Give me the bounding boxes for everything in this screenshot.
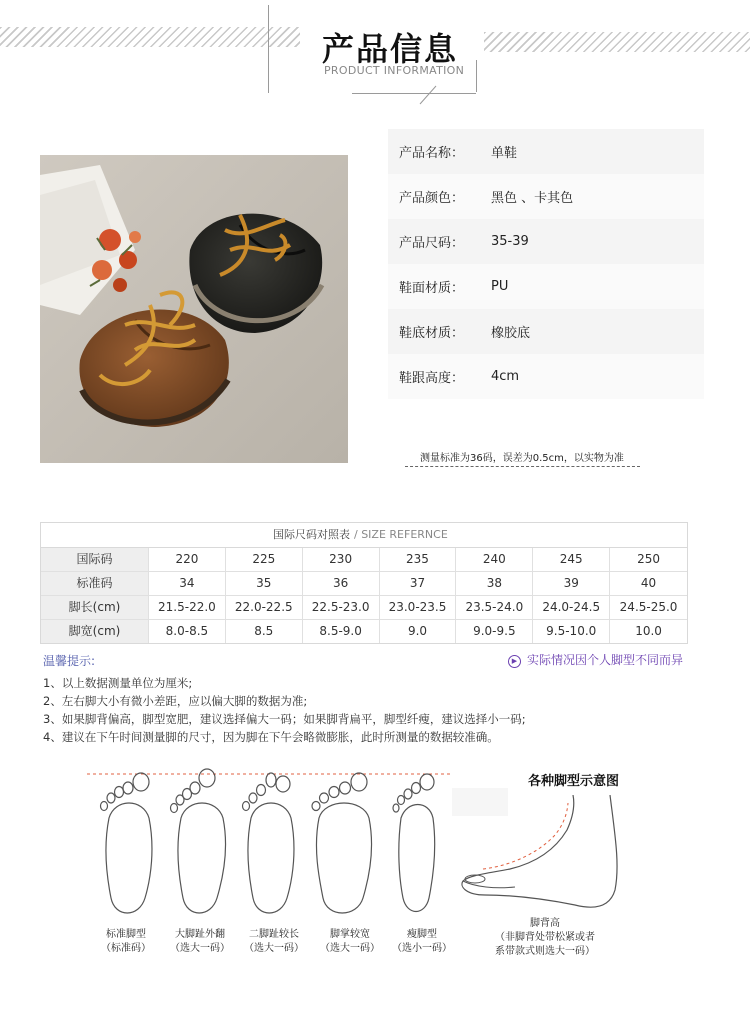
header-hline-bottom	[352, 93, 476, 94]
table-cell: 10.0	[635, 624, 662, 638]
foot-name: 脚掌较宽	[330, 929, 370, 940]
info-row-heel-height	[388, 354, 704, 399]
foot-bunion-icon	[171, 769, 226, 913]
tips-title: 温馨提示:	[43, 654, 96, 668]
table-cell: 21.5-22.0	[149, 596, 226, 620]
info-value: PU	[491, 279, 509, 294]
foot-long-second-toe-icon	[243, 773, 294, 913]
table-cell: 24.5-25.0	[610, 596, 687, 620]
table-cell: 37	[380, 572, 457, 596]
instep-title: 脚背高	[530, 918, 560, 929]
foot-advice: （选大一码）	[244, 943, 304, 954]
table-cell: 34	[149, 572, 226, 596]
table-cell: 35	[226, 572, 303, 596]
foot-label-slim	[382, 928, 462, 956]
foot-label-long-second-toe	[234, 928, 314, 956]
tips-note-text: 实际情况因个人脚型不同而异	[527, 653, 684, 667]
diagram-title: 各种脚型示意图	[528, 774, 620, 789]
table-cell: 8.0-8.5	[149, 620, 226, 643]
product-photo	[40, 155, 348, 463]
table-cell: 36	[303, 572, 380, 596]
size-chart-grid	[41, 548, 687, 643]
table-cell: 8.5	[226, 620, 303, 643]
table-cell: 235	[380, 548, 457, 572]
table-cell: 240	[456, 548, 533, 572]
info-label: 产品名称：	[399, 146, 465, 161]
foot-slim-icon	[393, 774, 435, 912]
tip-item: 1、以上数据测量单位为厘米;	[43, 676, 193, 690]
table-cell: 40	[610, 572, 687, 596]
table-cell: 9.0-9.5	[456, 620, 533, 643]
foot-advice: （选大一码）	[320, 943, 380, 954]
tip-item: 2、左右脚大小有微小差距，应以偏大脚的数据为准;	[43, 694, 308, 708]
info-row-sole-material	[388, 309, 704, 354]
size-chart-title: 国际尺码对照表	[273, 528, 350, 541]
foot-name: 大脚趾外翻	[175, 929, 225, 940]
instep-advice-1: （非脚背处带松紧或者	[495, 932, 595, 943]
play-circle-icon: ▶	[508, 655, 521, 668]
table-cell: 22.0-22.5	[226, 596, 303, 620]
header-slash	[418, 84, 438, 106]
info-label: 鞋跟高度：	[399, 371, 465, 386]
instep-label	[480, 917, 610, 959]
foot-advice: （选大一码）	[170, 943, 230, 954]
table-cell: 225	[226, 548, 303, 572]
header-hatch-right	[484, 32, 750, 52]
table-cell: 9.0	[380, 620, 457, 643]
foot-name: 二脚趾较长	[249, 929, 299, 940]
info-value: 4cm	[491, 369, 520, 384]
table-cell: 8.5-9.0	[303, 620, 380, 643]
table-cell: 9.5-10.0	[533, 620, 610, 643]
row-header: 脚长(cm)	[41, 596, 149, 620]
info-row-upper-material	[388, 264, 704, 309]
table-cell: 24.0-24.5	[533, 596, 610, 620]
header-vline-left	[268, 5, 269, 93]
foot-label-standard	[90, 928, 162, 956]
foot-advice: （标准码）	[101, 943, 151, 954]
header-vline-right	[476, 60, 477, 92]
note-underline	[405, 466, 640, 467]
table-cell: 23.5-24.0	[456, 596, 533, 620]
foot-name: 瘦脚型	[407, 929, 437, 940]
table-cell: 250	[610, 548, 687, 572]
header-hatch-left	[0, 27, 300, 47]
info-label: 鞋面材质：	[399, 281, 465, 296]
info-label: 产品尺码：	[399, 236, 465, 251]
info-label: 产品颜色：	[399, 191, 465, 206]
info-value: 橡胶底	[491, 326, 531, 341]
tip-item: 4、建议在下午时间测量脚的尺寸，因为脚在下午会略微膨胀，此时所测量的数据较准确。	[43, 730, 499, 744]
page-subtitle: PRODUCT INFORMATION	[324, 64, 465, 77]
foot-name: 标准脚型	[106, 929, 146, 940]
foot-label-bunion	[160, 928, 240, 956]
row-header: 标准码	[41, 572, 149, 596]
table-cell: 39	[533, 572, 610, 596]
foot-standard-icon	[101, 773, 152, 913]
row-header: 脚宽(cm)	[41, 620, 149, 643]
product-info-table	[388, 129, 704, 399]
table-cell: 38	[456, 572, 533, 596]
table-cell: 230	[303, 548, 380, 572]
foot-advice: （选小一码）	[392, 943, 452, 954]
page-title: 产品信息	[322, 30, 459, 68]
size-chart-caption	[41, 523, 687, 548]
info-row-name	[388, 129, 704, 174]
foot-label-wide	[310, 928, 390, 956]
foot-type-illustration	[85, 768, 455, 928]
table-cell: 22.5-23.0	[303, 596, 380, 620]
table-cell: 220	[149, 548, 226, 572]
info-value: 黑色 、卡其色	[491, 191, 574, 206]
size-chart	[40, 522, 688, 644]
size-chart-title-en: / SIZE REFERNCE	[354, 528, 448, 541]
info-value: 单鞋	[491, 146, 518, 161]
instep-foot-icon	[455, 795, 625, 917]
info-value: 35-39	[491, 234, 529, 249]
row-header: 国际码	[41, 548, 149, 572]
info-label: 鞋底材质：	[399, 326, 465, 341]
table-cell: 23.0-23.5	[380, 596, 457, 620]
info-row-size	[388, 219, 704, 264]
table-cell: 245	[533, 548, 610, 572]
instep-advice-2: 系带款式则选大一码）	[495, 946, 595, 957]
foot-wide-icon	[312, 773, 371, 913]
tips-note	[508, 651, 683, 668]
measurement-note: 测量标准为36码，误差为0.5cm，以实物为准	[420, 453, 624, 464]
info-row-color	[388, 174, 704, 219]
tip-item: 3、如果脚背偏高，脚型宽肥，建议选择偏大一码；如果脚背扁平，脚型纤瘦，建议选择小一码;	[43, 712, 526, 726]
